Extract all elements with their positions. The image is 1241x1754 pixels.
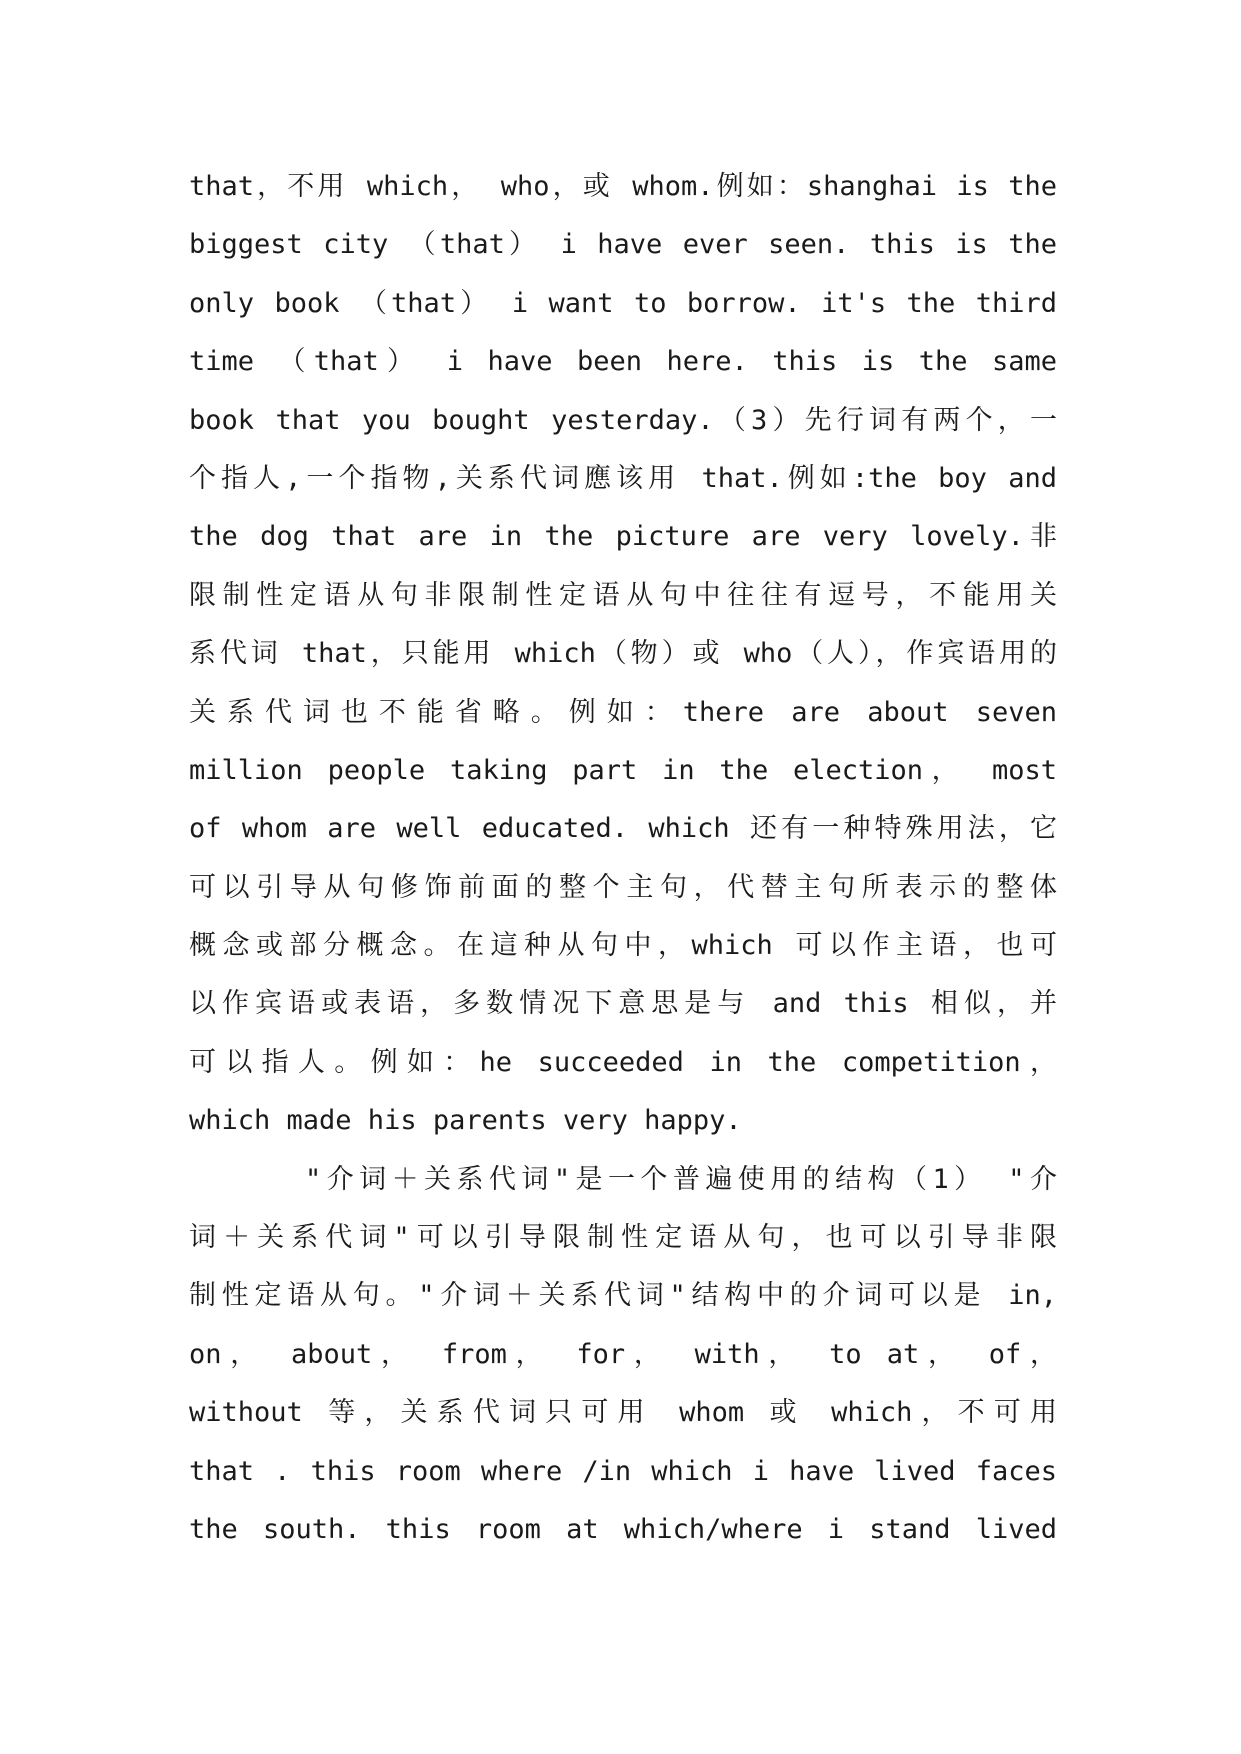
text-line: of whom are well educated. which 还有一种特殊用法，它 [189, 813, 1057, 845]
text-line: 个指人,一个指物,关系代词應该用 that.例如:the boy and [189, 462, 1057, 494]
text-line: 以作宾语或表语，多数情况下意思是与 and this 相似，并 [189, 988, 1057, 1020]
text-line: 可以引导从句修饰前面的整个主句，代替主句所表示的整体 [189, 871, 1057, 903]
text-line: that，不用 which， who，或 whom.例如：shanghai is the [189, 171, 1057, 202]
text-line: million people taking part in the election， most [189, 754, 1057, 786]
text-line: 概念或部分概念。在這种从句中，which 可以作主语，也可 [189, 930, 1057, 962]
text-line: only book （that） i want to borrow. it's the third [189, 287, 1057, 319]
text-line: biggest city （that） i have ever seen. this is the [189, 229, 1057, 261]
paragraph-start-line: "介词＋关系代词"是一个普遍使用的结构（1） "介 [305, 1163, 1057, 1195]
text-line: that . this room where /in which i have lived faces [189, 1455, 1057, 1487]
text-line: 词＋关系代词"可以引导限制性定语从句，也可以引导非限 [189, 1222, 1057, 1254]
text-line: book that you bought yesterday.（3）先行词有两个，一 [189, 404, 1057, 436]
text-line: without 等，关系代词只可用 whom 或 which，不可用 [189, 1397, 1057, 1429]
text-line: 制性定语从句。"介词＋关系代词"结构中的介词可以是 in, [189, 1280, 1057, 1312]
text-line: 关系代词也不能省略。例如：there are about seven [189, 696, 1057, 728]
text-line: 限制性定语从句非限制性定语从句中往往有逗号，不能用关 [189, 579, 1057, 611]
text-line: 可以指人。例如：he succeeded in the competition， [189, 1046, 1057, 1078]
text-line: the dog that are in the picture are very lovely.非 [189, 521, 1057, 553]
text-line: the south. this room at which/where i stand lived [189, 1513, 1057, 1545]
text-line: time （that） i have been here. this is the same [189, 346, 1057, 378]
text-line: on， about， from， for， with， to at， of， [189, 1338, 1057, 1370]
paragraph-end-line: which made his parents very happy. [189, 1105, 742, 1137]
text-line: 系代词 that，只能用 which（物）或 who（人），作宾语用的 [189, 638, 1057, 670]
body-text [189, 158, 1057, 1559]
